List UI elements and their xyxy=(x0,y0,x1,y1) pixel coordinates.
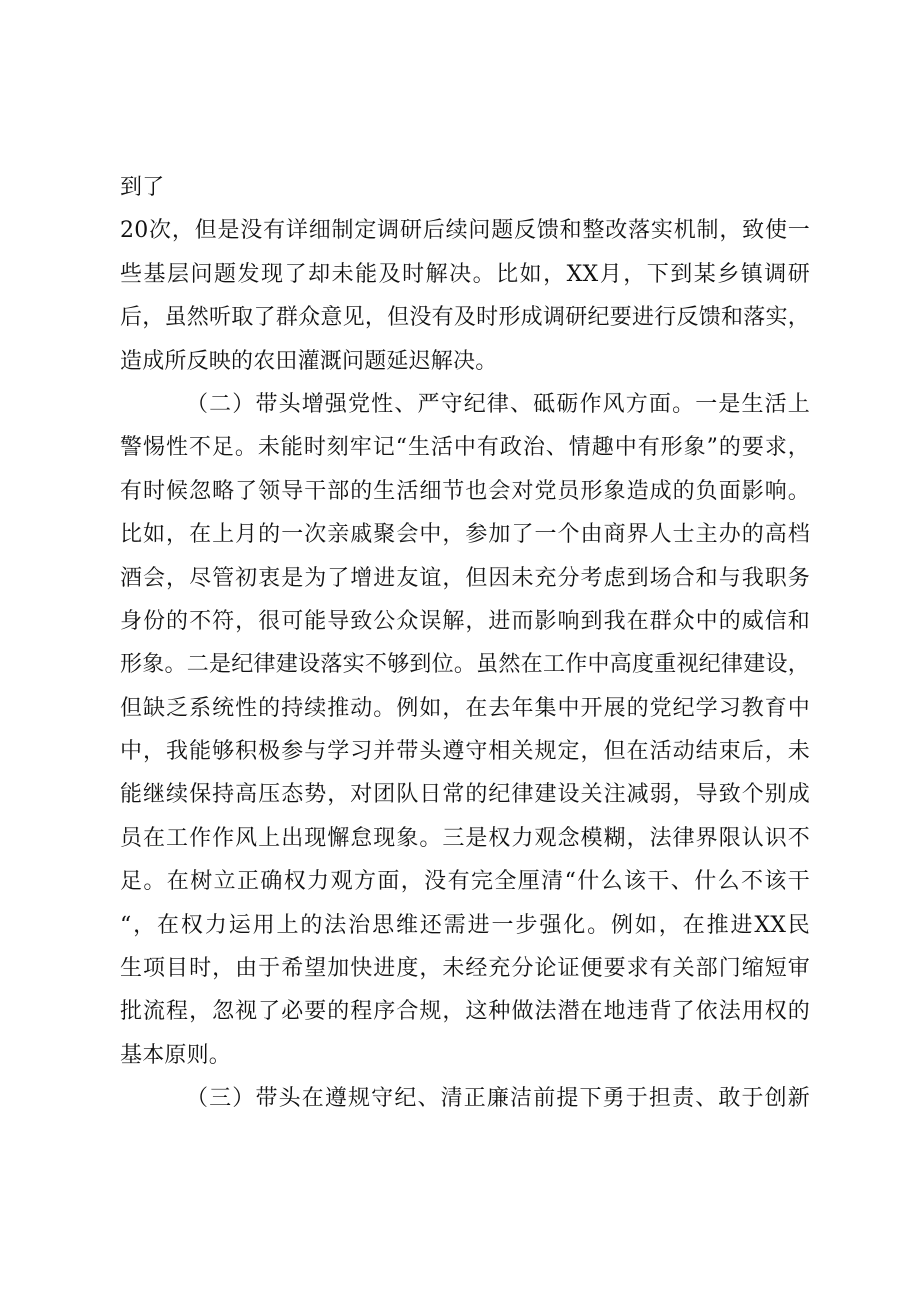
text-line: 警惕性不足。未能时刻牢记“生活中有政治、情趣中有形象”的要求， xyxy=(120,435,810,461)
text-line: （三）带头在遵规守纪、清正廉洁前提下勇于担责、敢于创新 xyxy=(186,1086,810,1112)
text-line: 基本原则。 xyxy=(120,1042,232,1068)
text-line: 造成所反映的农田灌溉问题延迟解决。 xyxy=(120,348,498,374)
text-line: 到了 xyxy=(120,175,165,200)
text-line: 但缺乏系统性的持续推动。例如，在去年集中开展的党纪学习教育中 xyxy=(120,695,810,721)
text-line: “，在权力运用上的法治思维还需进一步强化。例如，在推进XX民 xyxy=(120,912,810,938)
text-line: 比如，在上月的一次亲戚聚会中，参加了一个由商界人士主办的高档 xyxy=(120,522,810,548)
text-line: 能继续保持高压态势，对团队日常的纪律建设关注减弱，导致个别成 xyxy=(120,782,810,808)
text-line: 批流程，忽视了必要的程序合规，这种做法潜在地违背了依法用权的 xyxy=(120,999,810,1025)
text-line: 有时候忽略了领导干部的生活细节也会对党员形象造成的负面影响。 xyxy=(120,478,810,504)
text-line: 中，我能够积极参与学习并带头遵守相关规定，但在活动结束后，未 xyxy=(120,739,810,765)
text-line: 形象。二是纪律建设落实不够到位。虽然在工作中高度重视纪律建设， xyxy=(120,652,810,678)
text-line: 身份的不符，很可能导致公众误解，进而影响到我在群众中的威信和 xyxy=(120,608,810,634)
text-line: 20次，但是没有详细制定调研后续问题反馈和整改落实机制，致使一 xyxy=(120,218,810,244)
text-line: 员在工作作风上出现懈怠现象。三是权力观念模糊，法律界限认识不 xyxy=(120,825,810,851)
text-line: 足。在树立正确权力观方面，没有完全厘清“什么该干、什么不该干 xyxy=(120,869,810,895)
text-line: 酒会，尽管初衷是为了增进友谊，但因未充分考虑到场合和与我职务 xyxy=(120,565,810,591)
document-body xyxy=(120,166,810,1121)
text-line: 些基层问题发现了却未能及时解决。比如，XX月，下到某乡镇调研 xyxy=(120,261,810,287)
text-line: 后，虽然听取了群众意见，但没有及时形成调研纪要进行反馈和落实， xyxy=(120,305,810,331)
text-line: （二）带头增强党性、严守纪律、砥砺作风方面。一是生活上 xyxy=(186,391,810,417)
text-line: 生项目时，由于希望加快进度，未经充分论证便要求有关部门缩短审 xyxy=(120,956,810,982)
